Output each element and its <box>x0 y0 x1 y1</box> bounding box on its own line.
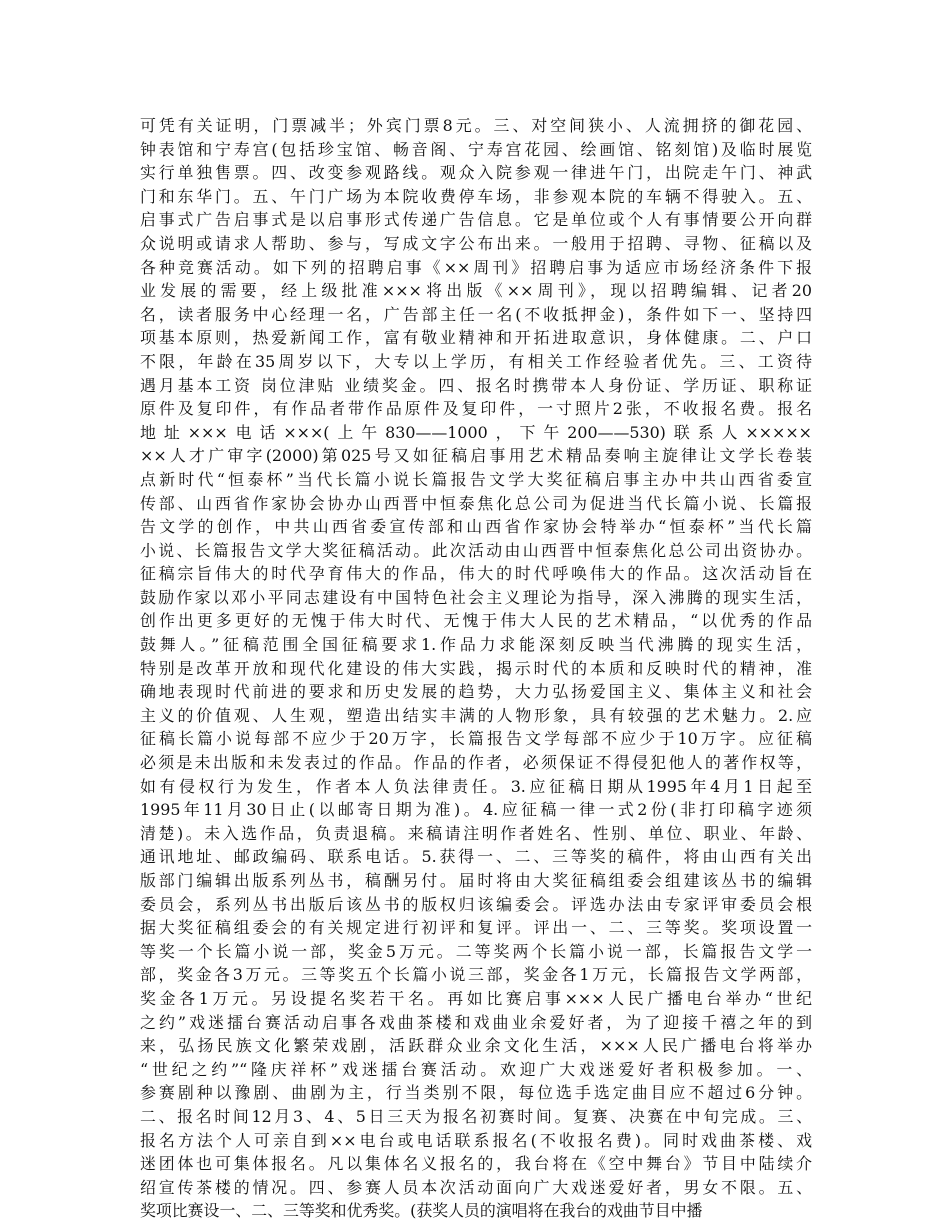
text-line: 部，奖金各3万元。三等奖五个长篇小说三部，奖金各1万元，长篇报告文学两部， <box>140 965 812 985</box>
text-line: 遇月基本工资 岗位津贴 业绩奖金。四、报名时携带本人身份证、学历证、职称证 <box>140 375 812 395</box>
text-line: 特别是改革开放和现代化建设的伟大实践，揭示时代的本质和反映时代的精神，准 <box>140 658 812 678</box>
text-line: 迷团体也可集体报名。凡以集体名义报名的，我台将在《空中舞台》节目中陆续介 <box>140 1154 812 1174</box>
text-line: 可凭有关证明，门票减半；外宾门票8元。三、对空间狭小、人流拥挤的御花园、 <box>140 116 812 135</box>
text-line: 绍宣传茶楼的情况。四、参赛人员本次活动面向广大戏迷爱好者，男女不限。五、 <box>140 1177 812 1197</box>
text-line: 委员会，系列丛书出版后该丛书的版权归该编委会。评选办法由专家评审委员会根 <box>140 894 812 914</box>
text-line: 点新时代“恒泰杯”当代长篇小说长篇报告文学大奖征稿启事主办中共山西省委宣 <box>140 469 812 489</box>
text-line: 实行单独售票。四、改变参观路线。观众入院参观一律进午门，出院走午门、神武 <box>140 163 812 183</box>
text-line: 1995年11月30日止(以邮寄日期为准)。4.应征稿一律一式2份(非打印稿字迹须 <box>140 800 812 820</box>
text-line: 门和东华门。五、午门广场为本院收费停车场，非参观本院的车辆不得驶入。五、 <box>140 186 812 206</box>
text-line: 原件及复印件，有作品者带作品原件及复印件，一寸照片2张，不收报名费。报名 <box>140 399 812 419</box>
text-line: 奖项比赛设一、二、三等奖和优秀奖。(获奖人员的演唱将在我台的戏曲节目中播 <box>140 1201 703 1221</box>
text-line: 主义的价值观、人生观，塑造出结实丰满的人物形象，具有较强的艺术魅力。2.应 <box>140 705 812 725</box>
text-line: 名，读者服务中心经理一名，广告部主任一名(不收抵押金)，条件如下一、坚持四 <box>140 304 812 324</box>
text-line: 报名方法个人可亲自到××电台或电话联系报名(不收报名费)。同时戏曲茶楼、戏 <box>140 1130 812 1150</box>
text-line: 鼓舞人。”征稿范围全国征稿要求1.作品力求能深刻反映当代沸腾的现实生活， <box>140 635 812 655</box>
text-line: 地址×××电话×××(上午830——1000，下午200——530)联系人××××× <box>140 422 812 442</box>
text-line: “世纪之约”“隆庆祥杯”戏迷擂台赛活动。欢迎广大戏迷爱好者积极参加。一、 <box>140 1059 812 1079</box>
text-line: 各种竞赛活动。如下列的招聘启事《××周刊》招聘启事为适应市场经济条件下报 <box>140 257 812 277</box>
text-line: 征稿长篇小说每部不应少于20万字，长篇报告文学每部不应少于10万字。应征稿 <box>140 729 812 749</box>
text-line: 鼓励作家以邓小平同志建设有中国特色社会主义理论为指导，深入沸腾的现实生活， <box>140 587 812 607</box>
text-line: 不限，年龄在35周岁以下，大专以上学历，有相关工作经验者优先。三、工资待 <box>140 351 812 371</box>
text-line: 众说明或请求人帮助、参与，写成文字公布出来。一般用于招聘、寻物、征稿以及 <box>140 233 812 253</box>
text-line: 创作出更多更好的无愧于伟大时代、无愧于伟大人民的艺术精品，“以优秀的作品 <box>140 611 812 631</box>
text-line: 传部、山西省作家协会协办山西晋中恒泰焦化总公司为促进当代长篇小说、长篇报 <box>140 493 812 513</box>
text-line: 启事式广告启事式是以启事形式传递广告信息。它是单位或个人有事情要公开向群 <box>140 210 812 230</box>
text-line: 据大奖征稿组委会的有关规定进行初评和复评。评出一、二、三等奖。奖项设置一 <box>140 918 812 938</box>
text-line: 之约”戏迷擂台赛活动启事各戏曲茶楼和戏曲业余爱好者，为了迎接千禧之年的到 <box>140 1012 812 1032</box>
text-line: 确地表现时代前进的要求和历史发展的趋势，大力弘扬爱国主义、集体主义和社会 <box>140 682 812 702</box>
text-line: 告文学的创作，中共山西省委宣传部和山西省作家协会特举办“恒泰杯”当代长篇 <box>140 517 812 537</box>
text-line: 清楚)。未入选作品，负责退稿。来稿请注明作者姓名、性别、单位、职业、年龄、 <box>140 823 812 843</box>
text-line: 版部门编辑出版系列丛书，稿酬另付。届时将由大奖征稿组委会组建该丛书的编辑 <box>140 871 812 890</box>
text-line: ××人才广审字(2000)第025号又如征稿启事用艺术精品奏响主旋律让文学长卷装 <box>140 446 812 466</box>
text-line: 等奖一个长篇小说一部，奖金5万元。二等奖两个长篇小说一部，长篇报告文学一 <box>140 941 812 961</box>
text-line: 钟表馆和宁寿宫(包括珍宝馆、畅音阁、宁寿宫花园、绘画馆、铭刻馆)及临时展览 <box>140 139 812 159</box>
text-line: 奖金各1万元。另设提名奖若干名。再如比赛启事×××人民广播电台举办“世纪 <box>140 988 812 1008</box>
document-body <box>140 114 812 1224</box>
text-line: 如有侵权行为发生，作者本人负法律责任。3.应征稿日期从1995年4月1日起至 <box>140 776 812 796</box>
text-line: 征稿宗旨伟大的时代孕育伟大的作品，伟大的时代呼唤伟大的作品。这次活动旨在 <box>140 564 812 584</box>
text-line: 小说、长篇报告文学大奖征稿活动。此次活动由山西晋中恒泰焦化总公司出资协办。 <box>140 540 812 560</box>
text-line: 必须是未出版和未发表过的作品。作品的作者，必须保证不得侵犯他人的著作权等， <box>140 753 812 773</box>
text-line: 业发展的需要，经上级批准×××将出版《××周刊》，现以招聘编辑、记者20 <box>140 281 812 301</box>
text-line: 二、报名时间12月3、4、5日三天为报名初赛时间。复赛、决赛在中旬完成。三、 <box>140 1106 812 1126</box>
text-line: 参赛剧种以豫剧、曲剧为主，行当类别不限，每位选手选定曲目应不超过6分钟。 <box>140 1083 812 1103</box>
text-line: 项基本原则，热爱新闻工作，富有敬业精神和开拓进取意识，身体健康。二、户口 <box>140 328 812 348</box>
text-line: 通讯地址、邮政编码、联系电话。5.获得一、二、三等奖的稿件，将由山西有关出 <box>140 847 812 867</box>
text-line: 来，弘扬民族文化繁荣戏剧，活跃群众业余文化生活，×××人民广播电台将举办 <box>140 1036 812 1056</box>
